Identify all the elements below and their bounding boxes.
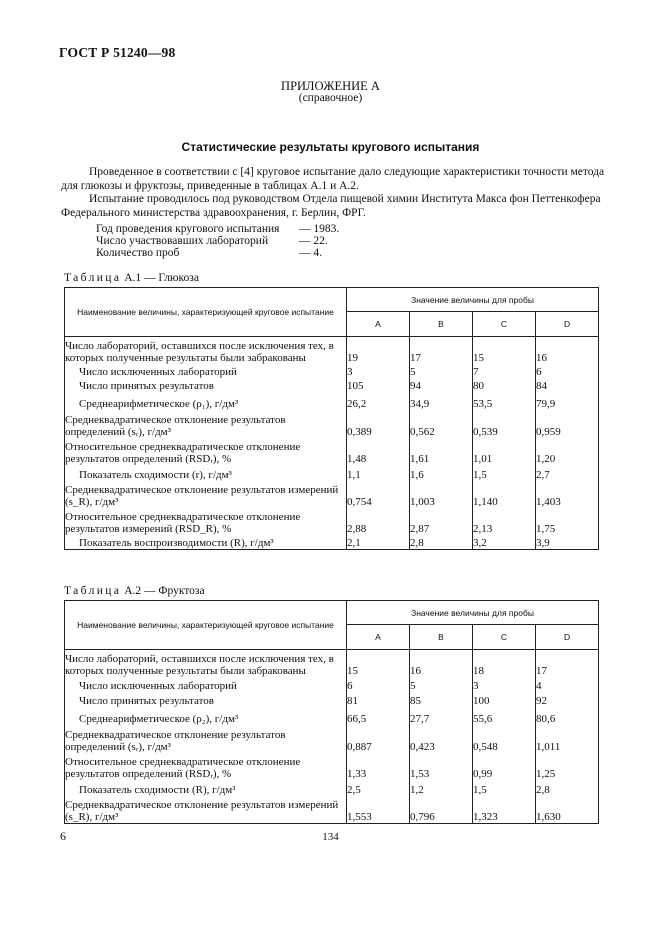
sample-header: D [536,312,599,337]
cell-c: 100 [473,692,536,707]
cell-a: 1,33 [347,753,410,780]
cell-d: 79,9 [536,392,599,410]
table-2-fructose [64,600,599,824]
cell-b: 2,87 [410,508,473,535]
cell-c: 53,5 [473,392,536,410]
cell-b: 1,003 [410,481,473,508]
cell-c: 1,140 [473,481,536,508]
cell-c: 15 [473,337,536,364]
sheet-number: 134 [322,831,339,843]
table-header-name: Наименование величины, характеризующей круговое испытание [65,288,347,337]
cell-d: 80,6 [536,707,599,725]
cell-d: 4 [536,677,599,692]
table-header-name: Наименование величины, характеризующей круговое испытание [65,601,347,650]
cell-d: 1,75 [536,508,599,535]
table-row [65,650,599,677]
row-name: Число принятых результатов [65,692,347,707]
row-name: Показатель воспроизводимости (R), г/дм³ [65,535,347,550]
info-label: Год проведения кругового испытания [96,223,280,235]
cell-b: 85 [410,692,473,707]
info-line-2 [96,235,328,248]
cell-c: 1,01 [473,438,536,465]
cell-c: 1,323 [473,796,536,824]
cell-a: 81 [347,692,410,707]
row-name: Число лабораторий, оставшихся после исключения тех, в которых полученные результаты были забракованы [65,337,347,364]
info-value: — 22. [299,235,328,247]
info-label: Количество проб [96,247,180,259]
cell-c: 3,2 [473,535,536,550]
cell-d: 6 [536,364,599,378]
cell-a: 1,1 [347,465,410,481]
cell-b: 2,8 [410,535,473,550]
appendix-subtitle: (справочное) [298,92,363,104]
cell-b: 5 [410,677,473,692]
cell-a: 66,5 [347,707,410,725]
cell-c: 1,5 [473,465,536,481]
cell-a: 26,2 [347,392,410,410]
cell-d: 0,959 [536,410,599,438]
cell-c: 80 [473,378,536,392]
cell-c: 2,13 [473,508,536,535]
cell-a: 0,754 [347,481,410,508]
sample-header: D [536,625,599,650]
cell-b: 1,6 [410,465,473,481]
table-row [65,535,599,550]
table-caption-rest: А.1 — Глюкоза [121,272,199,284]
cell-b: 0,796 [410,796,473,824]
cell-d: 1,20 [536,438,599,465]
paragraph-2 [61,193,605,220]
table-row [65,508,599,535]
table-row [65,410,599,438]
row-name: Относительное среднеквадратическое отклонение результатов определений (RSDᵣ), % [65,753,347,780]
table-row [65,677,599,692]
cell-a: 0,887 [347,725,410,753]
cell-c: 18 [473,650,536,677]
cell-a: 15 [347,650,410,677]
cell-d: 2,7 [536,465,599,481]
paragraph-1-text: Проведенное в соответствии с [4] круговое испытание дало следующие характеристики точности метода для глюкозы и фруктозы, приведенные в таблицах А.1 и А.2. [61,166,605,192]
row-name: Число исключенных лабораторий [65,677,347,692]
cell-a: 6 [347,677,410,692]
row-name: Число исключенных лабораторий [65,364,347,378]
cell-b: 0,562 [410,410,473,438]
table-row [65,707,599,725]
cell-c: 0,548 [473,725,536,753]
cell-d: 3,9 [536,535,599,550]
cell-d: 92 [536,692,599,707]
table-row [65,337,599,364]
cell-a: 0,389 [347,410,410,438]
cell-b: 0,423 [410,725,473,753]
document-code: ГОСТ Р 51240—98 [59,45,176,60]
cell-a: 2,88 [347,508,410,535]
table-1-glucose [64,287,599,550]
paragraph-2-text: Испытание проводилось под руководством Отдела пищевой химии Института Макса фон Петтенкофера Федерального министерства здравоохранения, г. Берлин, ФРГ. [61,193,601,219]
table-caption-word: Таблица [64,585,122,597]
table-row [65,780,599,796]
table-row [65,465,599,481]
row-name: Среднеквадратическое отклонение результатов измерений (s_R), г/дм³ [65,481,347,508]
cell-a: 3 [347,364,410,378]
cell-d: 1,25 [536,753,599,780]
row-name: Среднеквадратическое отклонение результатов определений (sᵣ), г/дм³ [65,410,347,438]
cell-c: 0,539 [473,410,536,438]
row-name: Относительное среднеквадратическое отклонение результатов измерений (RSD_R), % [65,508,347,535]
cell-d: 1,403 [536,481,599,508]
table-row [65,796,599,824]
sample-header: B [410,625,473,650]
cell-b: 34,9 [410,392,473,410]
cell-a: 2,5 [347,780,410,796]
cell-d: 1,630 [536,796,599,824]
row-name: Среднеквадратическое отклонение результатов измерений (s_R), г/дм³ [65,796,347,824]
table-header-value: Значение величины для пробы [347,601,599,625]
sample-header: A [347,625,410,650]
paragraph-1 [61,166,605,193]
cell-b: 1,53 [410,753,473,780]
row-name: Число лабораторий, оставшихся после исключения тех, в которых полученные результаты были забракованы [65,650,347,677]
table-2-caption [64,585,205,597]
sample-header: A [347,312,410,337]
info-line-1 [96,223,339,236]
row-name: Показатель сходимости (r), г/дм³ [65,465,347,481]
row-name: Среднеквадратическое отклонение результатов определений (sᵣ), г/дм³ [65,725,347,753]
table-row [65,692,599,707]
cell-b: 17 [410,337,473,364]
cell-b: 1,61 [410,438,473,465]
table-row [65,364,599,378]
table-header-value: Значение величины для пробы [347,288,599,312]
cell-d: 17 [536,650,599,677]
table-row [65,392,599,410]
cell-d: 84 [536,378,599,392]
cell-a: 1,553 [347,796,410,824]
cell-d: 1,011 [536,725,599,753]
row-name: Среднеарифметическое (ρ₂), г/дм³ [65,707,347,725]
cell-c: 55,6 [473,707,536,725]
sample-header: C [473,312,536,337]
cell-a: 1,48 [347,438,410,465]
sample-header: B [410,312,473,337]
info-value: — 1983. [299,223,340,235]
info-line-3 [96,247,322,260]
cell-b: 16 [410,650,473,677]
appendix-title: ПРИЛОЖЕНИЕ А [281,79,380,93]
table-row [65,481,599,508]
table-1-caption [64,272,199,284]
page-number: 6 [60,829,66,843]
table-caption-word: Таблица [64,272,122,284]
table-row [65,438,599,465]
sample-header: C [473,625,536,650]
row-name: Среднеарифметическое (ρ₁), г/дм³ [65,392,347,410]
cell-b: 1,2 [410,780,473,796]
table-caption-rest: А.2 — Фруктоза [121,585,205,597]
cell-c: 0,99 [473,753,536,780]
cell-a: 2,1 [347,535,410,550]
cell-d: 16 [536,337,599,364]
cell-b: 94 [410,378,473,392]
row-name: Число принятых результатов [65,378,347,392]
cell-b: 27,7 [410,707,473,725]
table-row [65,753,599,780]
table-row [65,725,599,753]
info-label: Число участвовавших лабораторий [96,235,269,247]
cell-a: 19 [347,337,410,364]
section-title: Статистические результаты кругового испытания [181,140,480,154]
cell-d: 2,8 [536,780,599,796]
cell-c: 7 [473,364,536,378]
cell-c: 3 [473,677,536,692]
row-name: Показатель сходимости (R), г/дм³ [65,780,347,796]
table-row [65,378,599,392]
cell-c: 1,5 [473,780,536,796]
info-value: — 4. [299,247,322,259]
cell-b: 5 [410,364,473,378]
cell-a: 105 [347,378,410,392]
row-name: Относительное среднеквадратическое отклонение результатов определений (RSDᵣ), % [65,438,347,465]
